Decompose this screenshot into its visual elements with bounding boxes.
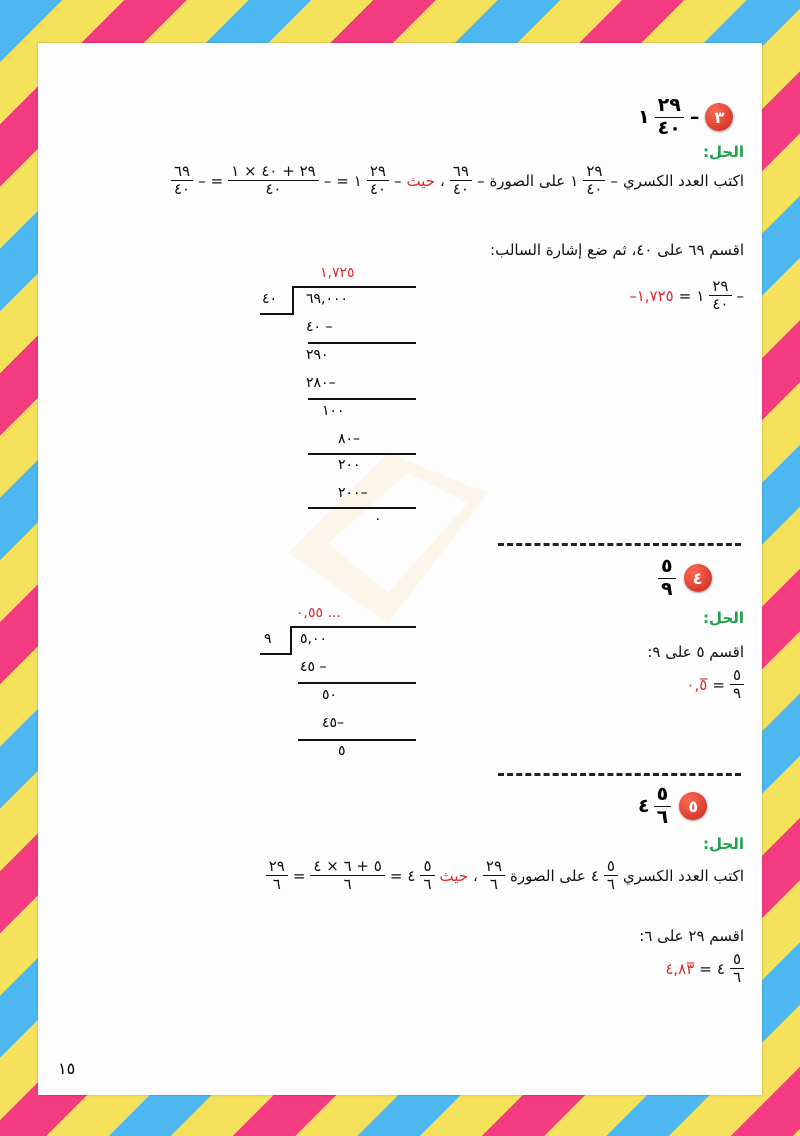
page-number: ١٥ xyxy=(58,1059,76,1078)
q4-step: ٥٠ xyxy=(322,687,338,703)
q3-step: ٢٩٠ xyxy=(306,347,329,363)
q3-improper-fraction: $\frac{٦٩}{٤٠}$ xyxy=(450,163,472,199)
q5-line-text: اكتب العدد الكسري xyxy=(622,866,744,885)
q3-step: ٢٠٠ xyxy=(338,457,361,473)
q5-where: حيث xyxy=(439,866,469,885)
q3-result: ١,٧٢٥– xyxy=(629,286,674,305)
q4-result-line: $\frac{٥}{٩}$ = ٠,٥̅ xyxy=(686,667,744,703)
q5-on-form: على الصورة xyxy=(510,866,586,885)
q3-mixed-fraction: $\frac{٢٩}{٤٠}$ xyxy=(583,163,605,199)
section-divider xyxy=(498,543,741,546)
q3-step: ٢٨٠– xyxy=(306,375,336,391)
q4-badge: ٤ xyxy=(684,564,712,592)
q5-result: ٤,٨٣̅ xyxy=(665,959,695,978)
book-watermark-icon xyxy=(268,433,508,633)
q4-header xyxy=(658,553,748,603)
q5-result-line: $\frac{٥}{٦}$ ٤ = ٤,٨٣̅ xyxy=(665,951,744,987)
q3-step: ٢٠٠– xyxy=(338,485,368,501)
q5-conversion-line: اكتب العدد الكسري $\frac{٥}{٦}$ ٤ على الصورة $\frac{٢٩}{٦}$ ، حيث $\frac{٥}{٦}$ ٤ = $\frac{٥ + ٦ \times ٤}{٦}$ = $\frac{٢٩}{٦}$ xyxy=(266,858,744,894)
q5-solution-label: الحل: xyxy=(703,835,744,853)
q3-minus: – xyxy=(689,106,700,128)
q3-quotient: ١,٧٢٥ xyxy=(320,265,355,281)
q3-step: ١٠٠ xyxy=(322,403,345,419)
q4-quotient: ٠,٥٥ ... xyxy=(296,605,341,621)
q3-where: حيث xyxy=(406,171,435,190)
q3-badge: ٣ xyxy=(705,103,733,131)
q3-step: ٠ xyxy=(374,511,382,527)
q3-on-form: على الصورة xyxy=(489,171,566,190)
section-divider xyxy=(498,773,741,776)
q4-divisor: ٩ xyxy=(264,631,272,647)
q4-result: ٠,٥̅ xyxy=(686,675,708,694)
q4-solution-label: الحل: xyxy=(703,609,744,627)
q3-fraction: $\frac{٢٩}{٤٠}$ xyxy=(655,95,684,140)
q3-line-text: اكتب العدد الكسري xyxy=(622,171,744,190)
q3-expression-fraction: $\frac{٢٩ + ٤٠ \times ١}{٤٠}$ xyxy=(228,163,319,199)
q3-solution-label: الحل: xyxy=(703,143,744,161)
q5-fraction: $\frac{٥}{٦}$ xyxy=(654,784,672,829)
q4-fraction: $\frac{٥}{٩}$ xyxy=(658,556,676,601)
q3-divisor: ٤٠ xyxy=(262,291,278,307)
q3-result-line: – $\frac{٢٩}{٤٠}$ ١ = ١,٧٢٥– xyxy=(629,277,744,314)
q4-step: ٤٥ – xyxy=(300,659,327,675)
q3-header xyxy=(638,95,748,139)
q4-step: ٥ xyxy=(338,743,346,759)
q4-dividend: ٥,٠٠ xyxy=(300,631,328,647)
q3-dividend: ٦٩,٠٠٠ xyxy=(306,291,349,307)
q5-whole: ٤ xyxy=(638,795,650,817)
q5-header xyxy=(638,781,748,831)
q5-divide-instruction: اقسم ٢٩ على ٦: xyxy=(639,927,744,945)
q3-step: ٤٠ – xyxy=(306,319,333,335)
q3-divide-instruction: اقسم ٦٩ على ٤٠، ثم ضع إشارة السالب: xyxy=(490,241,744,259)
q4-divide-instruction: اقسم ٥ على ٩: xyxy=(647,643,744,661)
q3-whole: ١ xyxy=(638,106,650,128)
worksheet-page xyxy=(38,43,762,1095)
q5-badge: ٥ xyxy=(679,792,707,820)
q3-conversion-line: اكتب العدد الكسري – $\frac{٢٩}{٤٠}$ ١ على الصورة – $\frac{٦٩}{٤٠}$ ، حيث – $\frac{٢٩}{٤٠}$ ١ = – $\frac{٢٩ + ٤٠ \times ١}{٤٠}$ = – $\frac{٦٩}{٤٠}$ xyxy=(171,163,744,199)
q3-step: ٨٠– xyxy=(338,431,361,447)
q4-step: ٤٥– xyxy=(322,715,345,731)
